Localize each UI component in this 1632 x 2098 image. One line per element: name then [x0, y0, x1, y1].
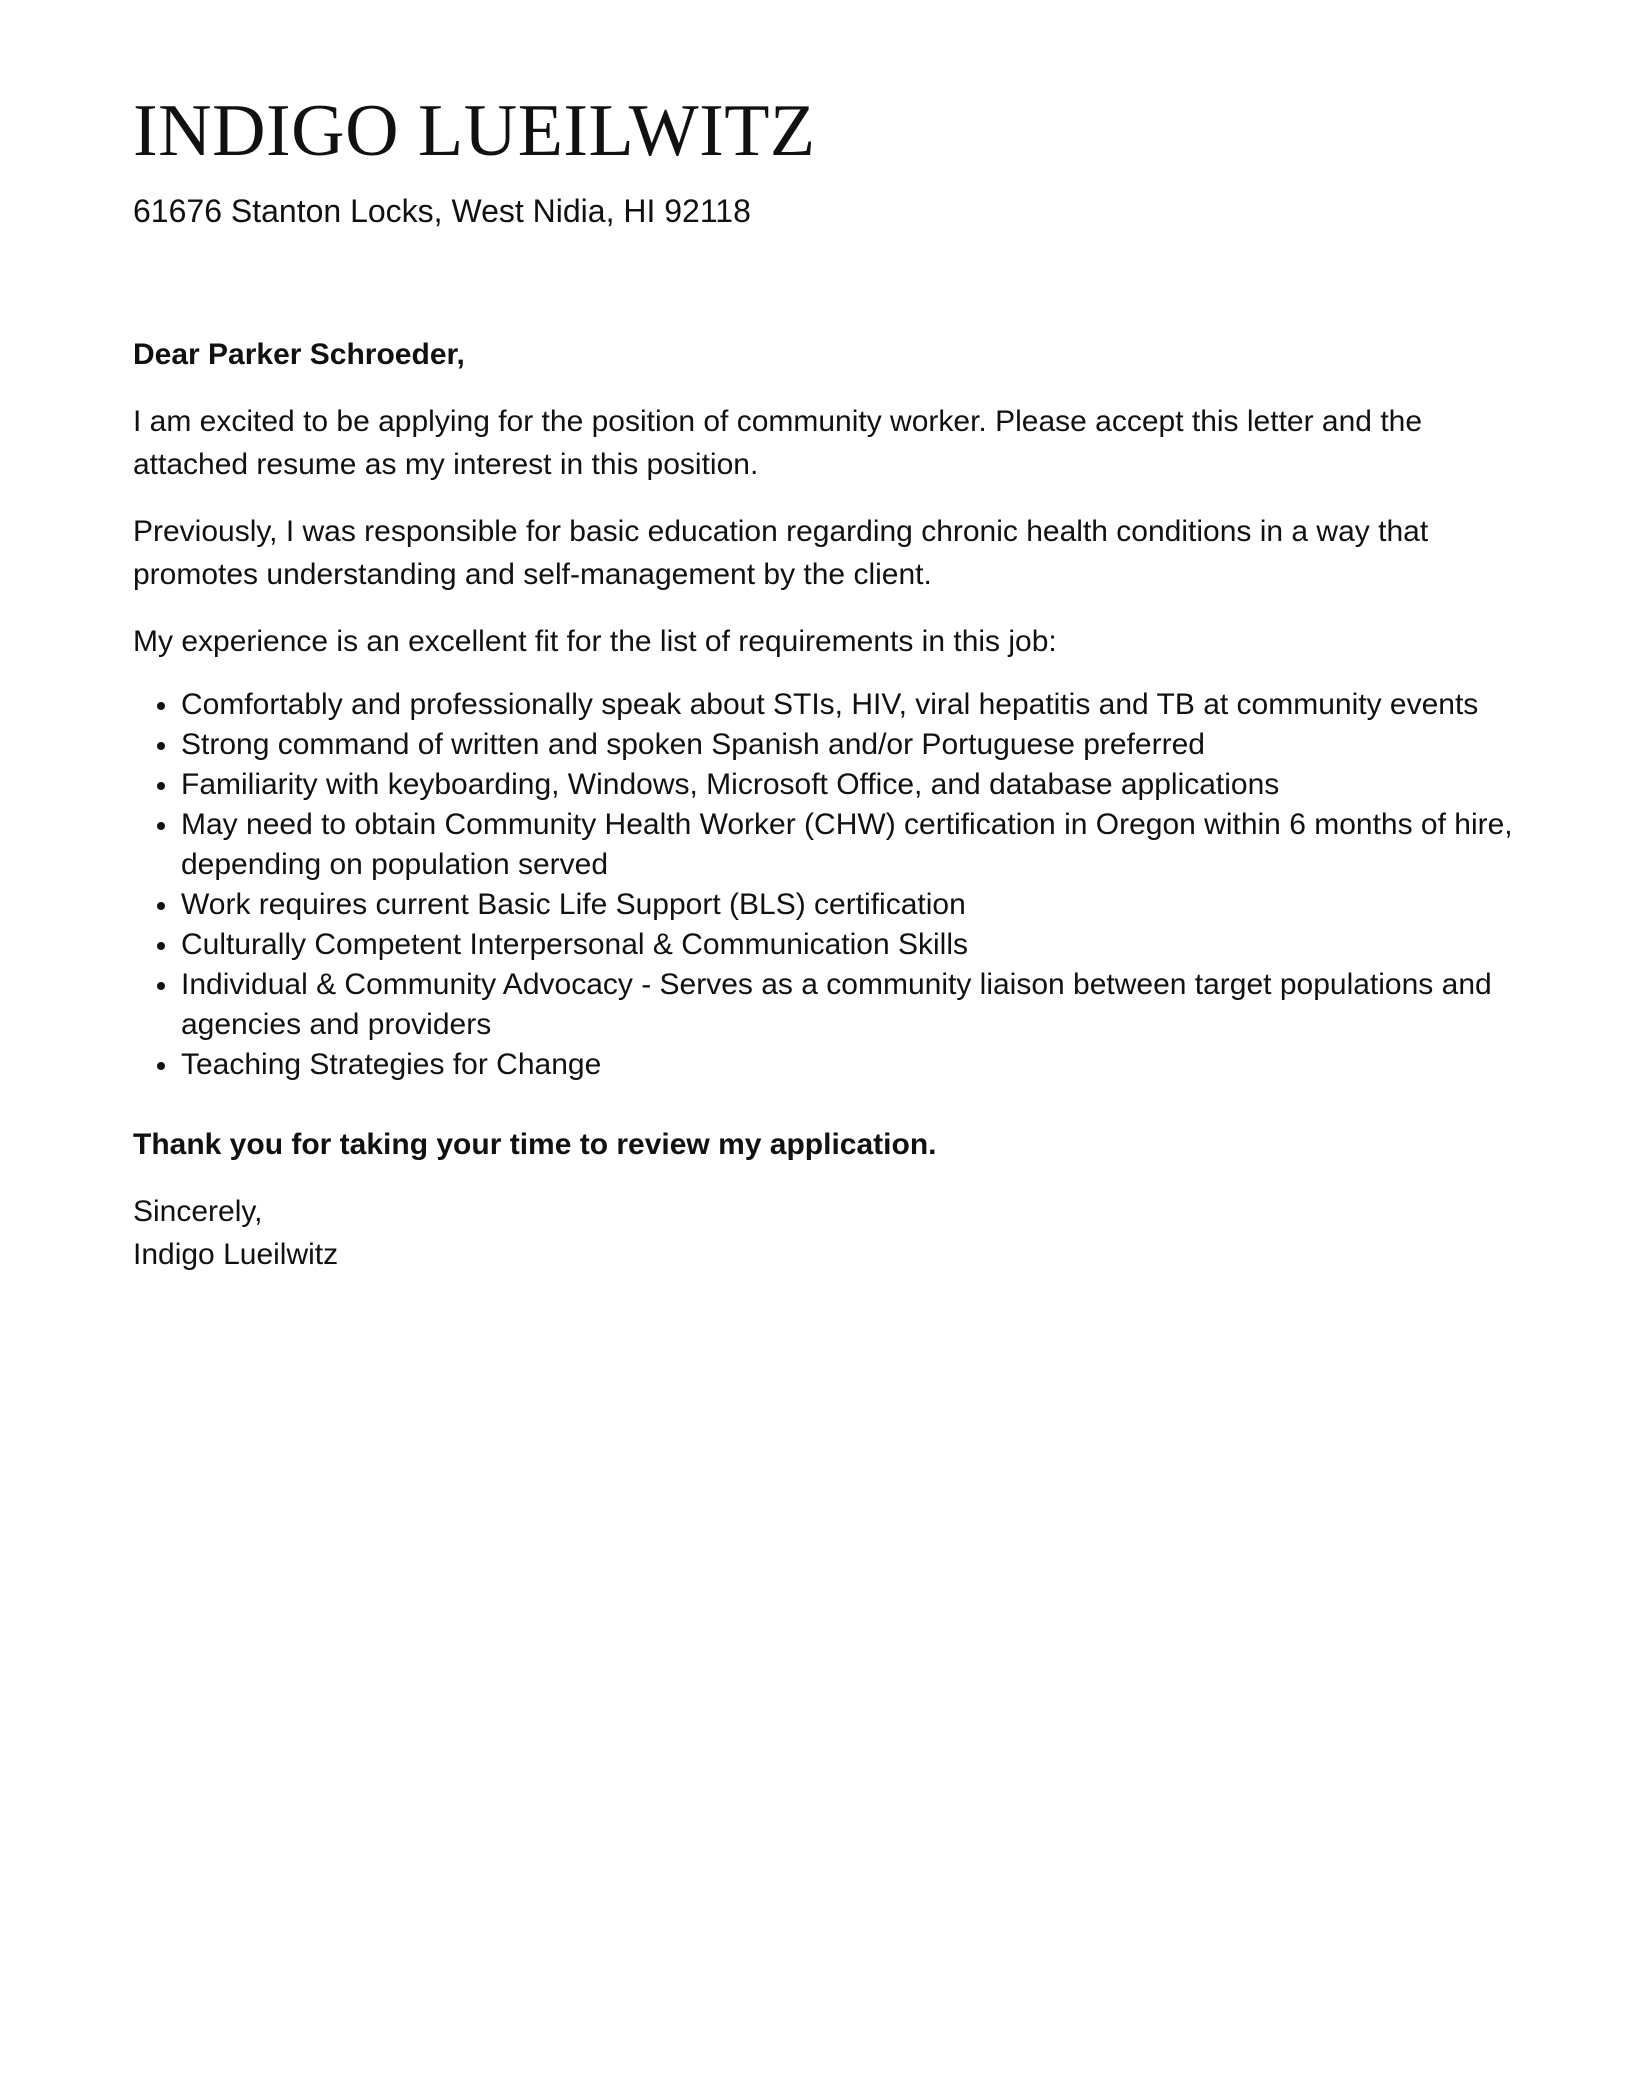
letter-greeting: Dear Parker Schroeder,	[133, 338, 465, 371]
requirement-item: Teaching Strategies for Change	[181, 1045, 1513, 1085]
applicant-name: INDIGO LUEILWITZ	[133, 90, 816, 172]
letter-body	[133, 333, 1513, 1276]
requirements-list	[133, 685, 1513, 1085]
letter-paragraph-intro: I am excited to be applying for the position of community worker. Please accept this letter and the attached resume as my interest in this position.	[133, 405, 1423, 481]
requirement-item: Individual & Community Advocacy - Serves as a community liaison between target populations and agencies and providers	[181, 965, 1513, 1045]
requirement-item: Familiarity with keyboarding, Windows, Microsoft Office, and database applications	[181, 765, 1513, 805]
applicant-address: 61676 Stanton Locks, West Nidia, HI 92118	[133, 193, 751, 229]
requirements-intro: My experience is an excellent fit for the list of requirements in this job:	[133, 625, 1057, 658]
requirement-item: May need to obtain Community Health Worker (CHW) certification in Oregon within 6 months of hire, depending on population served	[181, 805, 1513, 885]
requirement-item: Work requires current Basic Life Support (BLS) certification	[181, 885, 1513, 925]
letter-paragraph-experience: Previously, I was responsible for basic education regarding chronic health conditions in a way that promotes understanding and self-management by the client.	[133, 515, 1429, 591]
letter-closing: Sincerely,	[133, 1195, 263, 1228]
letter-signature: Indigo Lueilwitz	[133, 1238, 339, 1271]
requirement-item: Culturally Competent Interpersonal & Communication Skills	[181, 925, 1513, 965]
requirement-item: Comfortably and professionally speak about STIs, HIV, viral hepatitis and TB at community events	[181, 685, 1513, 725]
requirement-item: Strong command of written and spoken Spanish and/or Portuguese preferred	[181, 725, 1513, 765]
letter-thanks: Thank you for taking your time to review my application.	[133, 1128, 937, 1161]
